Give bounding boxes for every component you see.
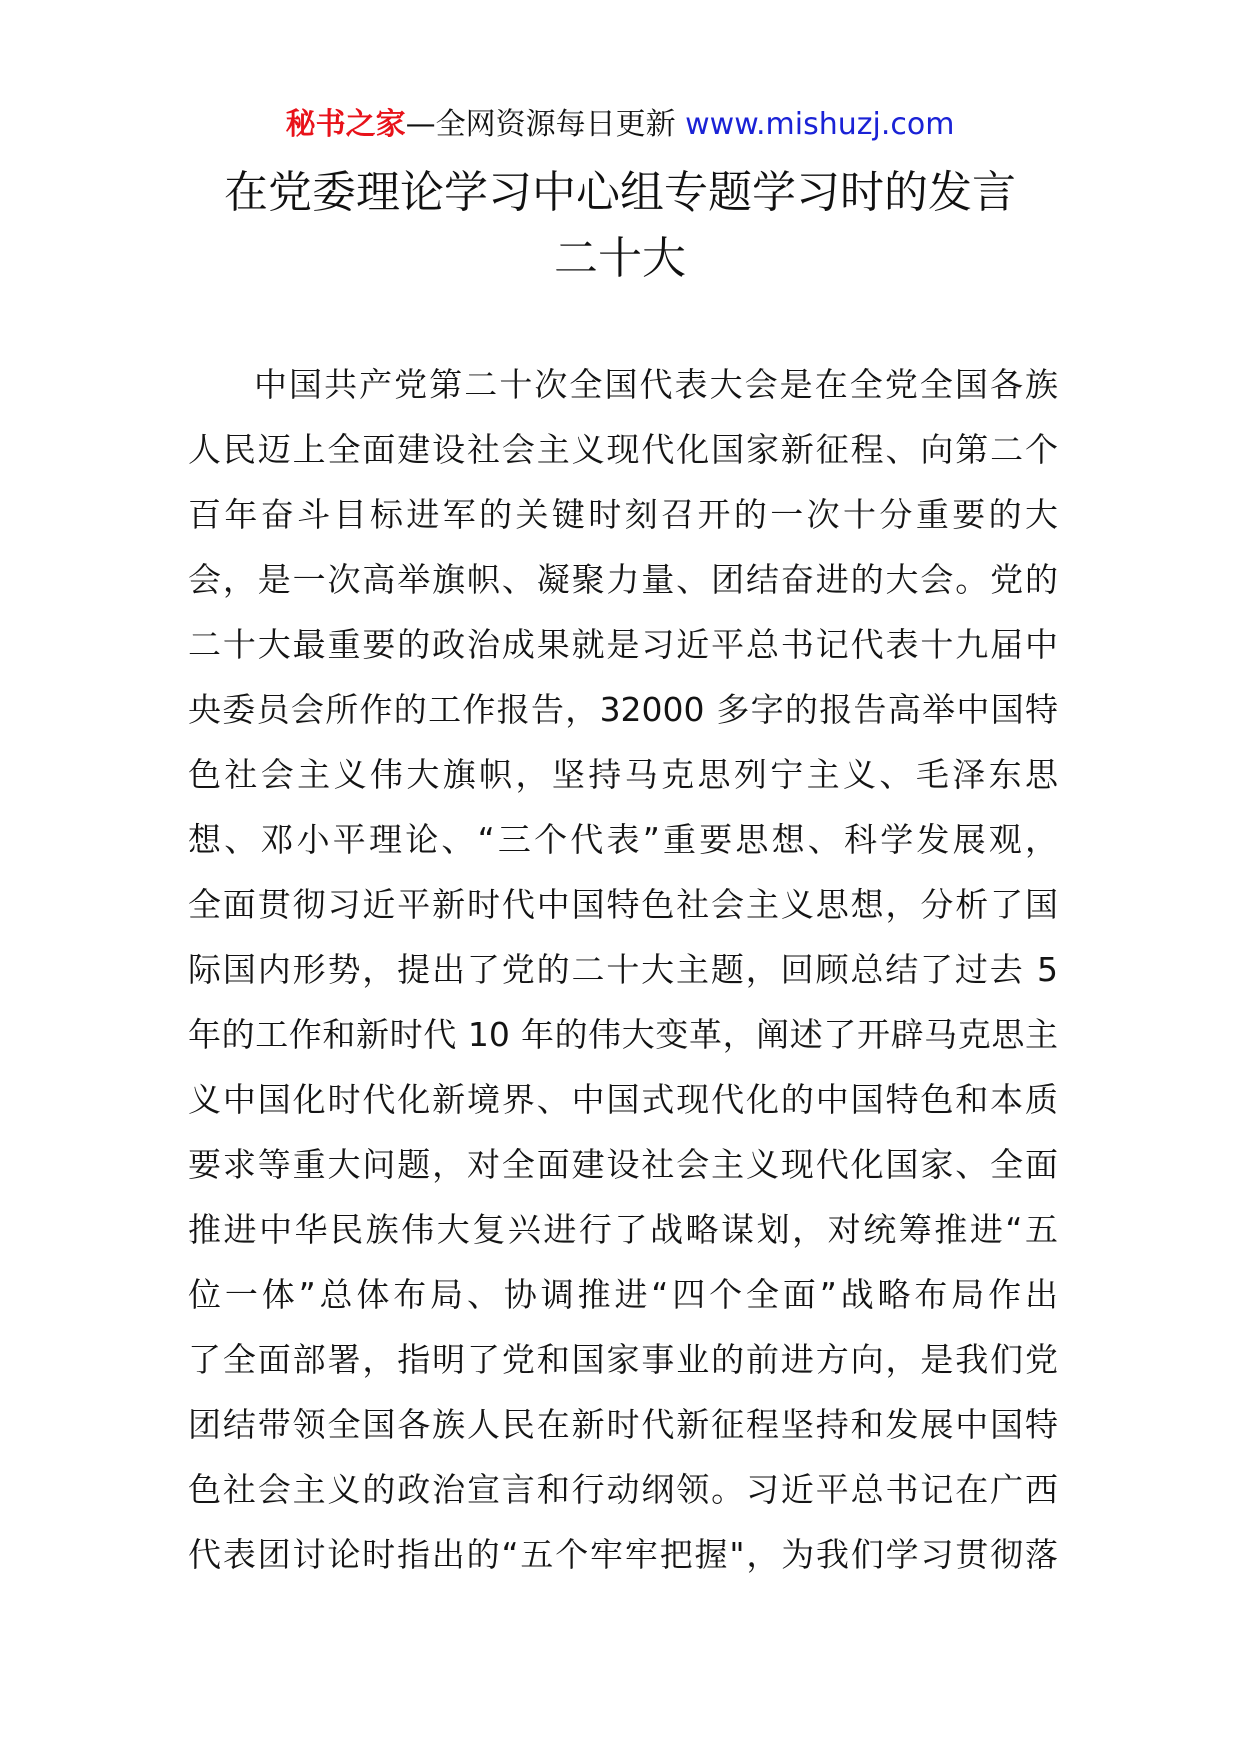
body-line: 团结带领全国各族人民在新时代新征程坚持和发展中国特 [188,1405,1058,1444]
body-line: 全面贯彻习近平新时代中国特色社会主义思想，分析了国 [188,885,1058,924]
body-line: 了全面部署，指明了党和国家事业的前进方向，是我们党 [188,1340,1058,1379]
body-line: 色社会主义伟大旗帜，坚持马克思列宁主义、毛泽东思 [188,755,1058,794]
document-title [140,160,1100,292]
body-line: 二十大最重要的政治成果就是习近平总书记代表十九届中 [188,625,1058,664]
body-line: 央委员会所作的工作报告，32000 多字的报告高举中国特 [188,690,1058,729]
body-line: 代表团讨论时指出的“五个牢牢把握"，为我们学习贯彻落 [188,1535,1058,1574]
body-line: 中国共产党第二十次全国代表大会是在全党全国各族 [254,365,1058,404]
site-header [0,100,1240,150]
body-line: 要求等重大问题，对全面建设社会主义现代化国家、全面 [188,1145,1058,1184]
body-line: 人民迈上全面建设社会主义现代化国家新征程、向第二个 [188,430,1058,469]
site-brand: 秘书之家 [285,107,406,142]
title-line-1: 在党委理论学习中心组专题学习时的发言 [224,167,1016,218]
site-url-link[interactable]: www.mishuzj.com [685,107,955,142]
body-line: 会，是一次高举旗帜、凝聚力量、团结奋进的大会。党的 [188,560,1058,599]
body-line: 色社会主义的政治宣言和行动纲领。习近平总书记在广西 [188,1470,1058,1509]
body-line: 义中国化时代化新境界、中国式现代化的中国特色和本质 [188,1080,1058,1119]
site-slogan: —全网资源每日更新 [405,107,686,142]
body-line: 想、邓小平理论、“三个代表”重要思想、科学发展观， [188,820,1058,859]
body-line: 位一体”总体布局、协调推进“四个全面”战略布局作出 [188,1275,1058,1314]
document-body [188,352,1058,1587]
body-line: 推进中华民族伟大复兴进行了战略谋划，对统筹推进“五 [188,1210,1058,1249]
body-line: 际国内形势，提出了党的二十大主题，回顾总结了过去 5 [188,950,1058,989]
body-line: 年的工作和新时代 10 年的伟大变革，阐述了开辟马克思主 [188,1015,1058,1054]
body-line: 百年奋斗目标进军的关键时刻召开的一次十分重要的大 [188,495,1058,534]
title-line-2: 二十大 [554,233,686,284]
